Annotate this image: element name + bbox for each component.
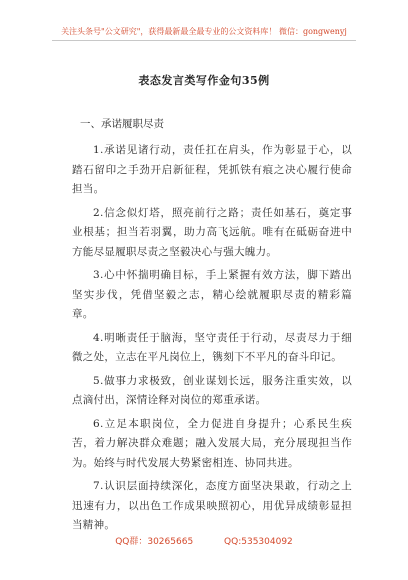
qq-group-label: QQ群：30265665 xyxy=(115,537,194,547)
paragraph-6: 6.立足本职岗位，全力促进自身提升；心系民生疾苦，着力解决群众难题；融入发展大局，充分展现担当作为。始终与时代发展大势紧密相连、协同共进。 xyxy=(72,417,352,469)
header-divider xyxy=(52,40,356,41)
paragraph-3: 3.心中怀揣明确目标，手上紧握有效方法，脚下踏出坚实步伐，凭借坚毅之志，精心绘就履职尽责的精彩篇章。 xyxy=(72,269,352,320)
section-heading: 一、承诺履职尽责 xyxy=(80,118,164,130)
paragraph-1: 1.承诺见诸行动，责任扛在肩头，作为彰显于心，以踏石留印之手劲开启新征程，凭抓铁有痕之决心履行使命担当。 xyxy=(72,144,352,195)
qq-contact-label: QQ:535304092 xyxy=(224,537,293,547)
paragraph-2: 2.信念似灯塔，照亮前行之路；责任如基石，奠定事业根基；担当若羽翼，助力高飞远航。唯有在砥砺奋进中方能尽显履职尽责之坚毅决心与强大魄力。 xyxy=(72,206,352,258)
paragraph-7: 7.认识层面持续深化，态度方面坚决果敢，行动之上迅速有力，以出色工作成果映照初心，用优异成绩彰显担当精神。 xyxy=(72,480,352,531)
page-title: 表态发言类写作金句35例 xyxy=(138,74,270,87)
paragraph-4: 4.明晰责任于脑海，坚守责任于行动，尽责尽力于细微之处，立志在平凡岗位上，镌刻下不平凡的奋斗印记。 xyxy=(72,331,352,363)
contact-footer xyxy=(0,534,408,547)
paragraph-5: 5.做事力求极致，创业谋划长远，服务注重实效，以点滴付出，深情诠释对岗位的郑重承诺。 xyxy=(72,374,352,406)
document-body xyxy=(72,117,352,540)
promo-header: 关注头条号"公文研究"，获得最新最全最专业的公文资料库！ 微信：gongwenyj xyxy=(61,27,347,36)
